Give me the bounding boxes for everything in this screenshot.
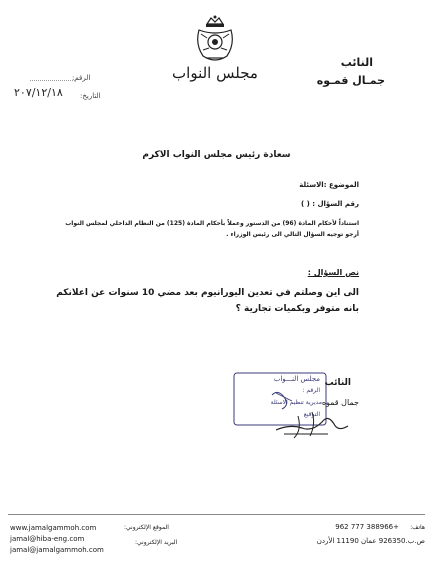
footer-pobox: ص.ب.926350 عمان 11190 الأردن [316, 537, 425, 545]
footer-email-1[interactable]: jamal@hiba-eng.com [10, 535, 85, 543]
stamp-number-label: الرقم : [302, 387, 320, 394]
stamp-signature-label: التوقيع [303, 411, 320, 418]
deputy-title: النائب [340, 56, 373, 69]
deputy-name: جمـال قمـوه [316, 74, 385, 87]
footer-phone: 962 777 388966+ [335, 523, 399, 531]
footer-divider [8, 514, 425, 515]
footer-phone-label: هاتف: [410, 524, 425, 531]
reference-line [30, 80, 75, 81]
addressee: سعادة رئيس مجلس النواب الاكرم [142, 150, 291, 160]
footer-email-label: البريد الإلكتروني: [135, 539, 178, 546]
question-heading: نص السؤال : [307, 268, 359, 277]
parliament-logo-text: مجلس النواب [172, 64, 258, 82]
crown-emblem-icon [193, 14, 237, 64]
question-number: رقم السؤال : ( ) [300, 200, 359, 208]
stamp-title: مجلس النـــواب [273, 375, 320, 383]
footer-website[interactable]: www.jamalgammoh.com [10, 524, 97, 532]
date-value: ٢٠٧/١٢/١٨ [14, 86, 63, 99]
subject-line: الموضوع :الاسئلة [299, 181, 359, 189]
handwritten-signature-icon [272, 404, 352, 444]
date-label: التاريخ: [80, 92, 101, 100]
intro-paragraph: استناداً لأحكام المادة (96) من الدستور وعملاً بأحكام المادة (125) من النظام الداخلي لمجلس النواب أرجو توجيه السؤال التالي الى رئيس الوزراء . [65, 220, 359, 238]
footer-email-2[interactable]: jamal@jamalgammoh.com [10, 546, 104, 554]
signature-name: جمال قموه [321, 398, 359, 407]
question-text: الى اين وصلتم في تعدين اليورانيوم بعد مضي 10 سنوات عن اعلانكم بانه متوفر وبكميات تجارية ؟ [56, 288, 359, 314]
footer-website-label: الموقع الإلكتروني: [124, 524, 169, 531]
stamp-directorate: مديرية تنظيم الاسئلة [270, 399, 322, 406]
reference-label: الرقم: [72, 74, 91, 82]
signature-title: النائب [324, 378, 351, 388]
